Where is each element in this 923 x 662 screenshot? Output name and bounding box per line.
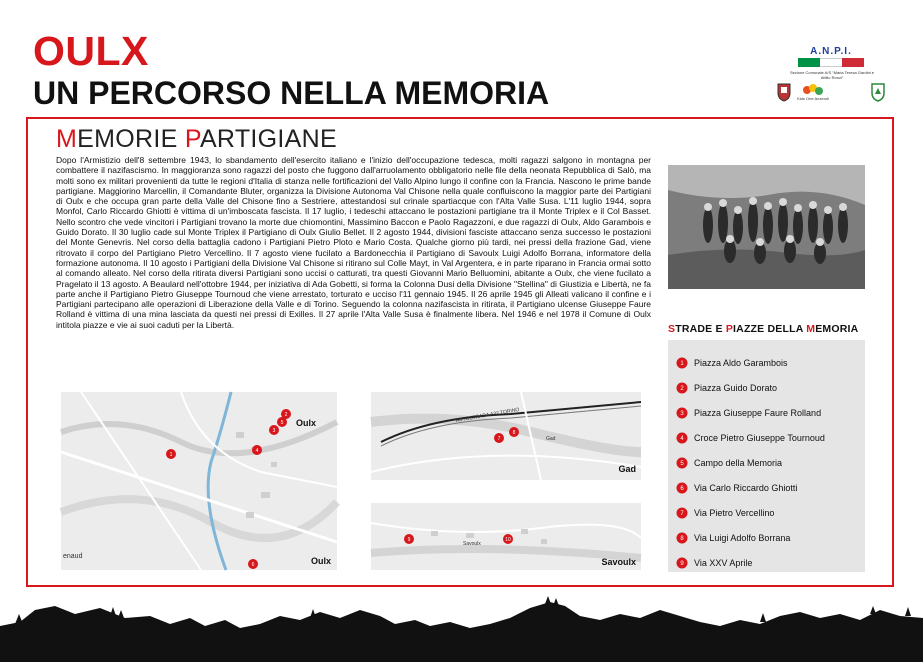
map-pin[interactable] [494, 433, 504, 443]
mountain-silhouette [0, 596, 923, 662]
street-item-number: 3 [680, 410, 684, 417]
street-item[interactable] [676, 525, 865, 550]
map-gad-place: Gad [546, 436, 556, 442]
map-pin-number: 4 [255, 448, 259, 454]
history-text: Dopo l'Armistizio dell'8 settembre 1943, lo sbandamento dell'esercito italiano e l'inizio dell'occupazione tedesca, molti ragazzi salgono in montagna per combattere il nazifascismo. In maggioranza sono ragazzi del posto che fuggono dall'arruolamento obbligatorio nelle file della neonata Repubblica di Salò, ma molti sono ex militari provenienti da tutte le regioni d'Italia di stanza nelle fortificazioni del Vallo Alpino lungo il confine con la Francia. Nascono le prime bande partigiane. Maggiorino Marcellin, il Comandante Bluter, organizza la Divisione Autonoma Val Chisone nella quale confluiscono la maggior parte dei Partigiani di Oulx e che occupa gran parte della Valle del Chisone fino a Sestriere, attestandosi sul crinale spartiacque con l'Alta Valle Susa. L'11 luglio 1944, sopra Monfol, Carlo Riccardo Ghiotti è vittima di un'imboscata fascista. Il 17 luglio, i tedeschi attaccano le postazioni partigiane tra il Monte Triplex e il Col Basset. Nello scontro che vede vincitori i Partigiani trovano la morte due chiomontini, Massimino Baccon e Paolo Ragazzoni, e due ragazzi di Oulx, Aldo Garambois e Guido Dorato. Il 30 luglio cade sul Monte Triplex il Partigiano di Oulx Giulio Bellet. Il 2 agosto 1944, divisioni fasciste attaccano senza successo le postazioni del Monte Genevris. Nel corso della battaglia cadono i Partigiani Pietro Ploto e Mario Costa. Qualche giorno più tardi, nei pressi della frazione Gad, viene ritrovato il corpo del Partigiano Pietro Vercellino. Il 7 agosto viene fucilato a Bardonecchia il Partigiano di Savoulx Luigi Adolfo Borrana, informatore della formazione autonoma. Il 10 agosto i Partigiani della Divisione Val Chisone si ritirano sul Colle Mayt, in Val Argentera, e in parte riparano in Francia ormai sotto al comando alleato. Nel corso della ritirata diversi Partigiani sono uccisi o catturati, tra questi Giovanni Mario Belluomini, abitante a Oulx, che viene fucilato a Pragelato il 13 agosto. A Beaulard nell'ottobre 1944, per iniziativa di Ada Gobetti, si forma la Colonna Dusi della Divisione "Stellina" di Giustizia e Libertà, ne fa parte anche il Partigiano Pietro Giuseppe Tournoud che viene arrestato, torturato e ucciso l'11 gennaio 1945. Il 26 aprile 1945 gli Alleati valicano il confine e i Partigiani partecipano alle operazioni di Liberazione della Valle e di Torino. Seguendo la colonna nazifascista in ritirata, il Partigiano ulcense Giuseppe Faure Rolland è vittima di una mina lasciata da questi nei pressi di Exilles. Il 27 aprile l'Alta Valle Susa è finalmente libera. Nel 1946 e nel 1978 il Comune di Oulx intitola piazze e vie ai suoi caduti per la Libertà. [56, 155, 651, 330]
street-item-number: 7 [680, 510, 684, 517]
poster-subtitle: UN PERCORSO NELLA MEMORIA [33, 75, 550, 111]
street-item-number: 2 [680, 385, 684, 392]
map-marker-icon [676, 357, 688, 369]
map-oulx-top-label: Oulx [295, 418, 316, 428]
streets-list-panel [668, 340, 865, 572]
map-oulx-graphic [61, 392, 337, 570]
map-savoulx-place: Savoulx [463, 541, 481, 547]
map-pin-number: 8 [512, 430, 516, 436]
municipality-crest-icon [776, 82, 792, 102]
street-item[interactable] [676, 450, 865, 475]
street-item-label: Piazza Aldo Garambois [694, 357, 788, 368]
street-item-number: 4 [680, 435, 684, 442]
partisans-group-photo [668, 165, 865, 289]
map-pin-number: 3 [272, 428, 276, 434]
map-pin[interactable] [252, 445, 262, 455]
street-item-label: Croce Pietro Giuseppe Tournoud [694, 432, 825, 443]
street-item[interactable] [676, 425, 865, 450]
map-pin[interactable] [277, 417, 287, 427]
map-pin-number: 6 [251, 562, 255, 568]
street-item-number: 1 [680, 360, 684, 367]
street-item[interactable] [676, 400, 865, 425]
streets-title: STRADE E PIAZZE DELLA MEMORIA [668, 323, 859, 335]
map-marker-icon [676, 457, 688, 469]
map-gad[interactable] [371, 392, 641, 480]
map-gad-label: Gad [618, 464, 636, 474]
street-item-number: 6 [680, 485, 684, 492]
partner-logo-text: Kids One Anzeroli [797, 96, 829, 101]
map-pin[interactable] [166, 449, 176, 459]
map-pin-number: 7 [497, 436, 501, 442]
map-savoulx-graphic [371, 503, 641, 570]
street-item[interactable] [676, 550, 865, 575]
street-item-label: Piazza Giuseppe Faure Rolland [694, 407, 822, 418]
map-savoulx-label: Savoulx [601, 557, 636, 567]
regional-crest-icon [870, 82, 886, 102]
poster-title: OULX [33, 28, 149, 74]
street-item-number: 5 [680, 460, 684, 467]
italian-flag-icon [798, 58, 864, 67]
partner-logo [797, 82, 829, 102]
map-pin-number: 9 [407, 537, 411, 543]
map-pin-number: 1 [169, 452, 173, 458]
map-marker-icon [676, 557, 688, 569]
street-item[interactable] [676, 350, 865, 375]
street-item-label: Piazza Guido Dorato [694, 382, 778, 393]
map-savoulx[interactable] [371, 503, 641, 570]
map-oulx-bottom-label: Oulx [310, 556, 331, 566]
street-item-label: Via Luigi Adolfo Borrana [694, 532, 791, 543]
map-marker-icon [676, 432, 688, 444]
map-oulx[interactable] [61, 392, 337, 570]
streets-list [668, 340, 865, 575]
anpi-logo-text: A.N.P.I. [810, 46, 852, 57]
section-title: MEMORIE PARTIGIANE [56, 125, 337, 153]
street-item-number: 8 [680, 535, 684, 542]
street-item[interactable] [676, 475, 865, 500]
map-pin[interactable] [404, 534, 414, 544]
map-pin-number: 10 [505, 537, 511, 543]
map-pin[interactable] [248, 559, 258, 569]
street-item-number: 9 [680, 560, 684, 567]
map-gad-road-label: AUTOSTRADA A32 TORINO [455, 406, 520, 424]
map-pin[interactable] [503, 534, 513, 544]
map-pin-number: 2 [284, 412, 288, 418]
map-marker-icon [676, 507, 688, 519]
anpi-caption: Sezione Comunale A/S "Maria Teresa Gardini e Attilio Ronzi" [789, 70, 875, 80]
map-pin[interactable] [269, 425, 279, 435]
street-item[interactable] [676, 375, 865, 400]
map-oulx-corner-label: enaud [63, 553, 83, 560]
map-pin[interactable] [509, 427, 519, 437]
street-item-label: Via Carlo Riccardo Ghiotti [694, 482, 798, 493]
map-marker-icon [676, 407, 688, 419]
map-marker-icon [676, 532, 688, 544]
map-gad-graphic [371, 392, 641, 480]
street-item-label: Via Pietro Vercellino [694, 507, 775, 518]
street-item-label: Via XXV Aprile [694, 557, 753, 568]
sponsor-logos [776, 32, 891, 110]
street-item[interactable] [676, 500, 865, 525]
map-marker-icon [676, 382, 688, 394]
map-pin-number: 5 [280, 420, 284, 426]
map-marker-icon [676, 482, 688, 494]
street-item-label: Campo della Memoria [694, 457, 783, 468]
